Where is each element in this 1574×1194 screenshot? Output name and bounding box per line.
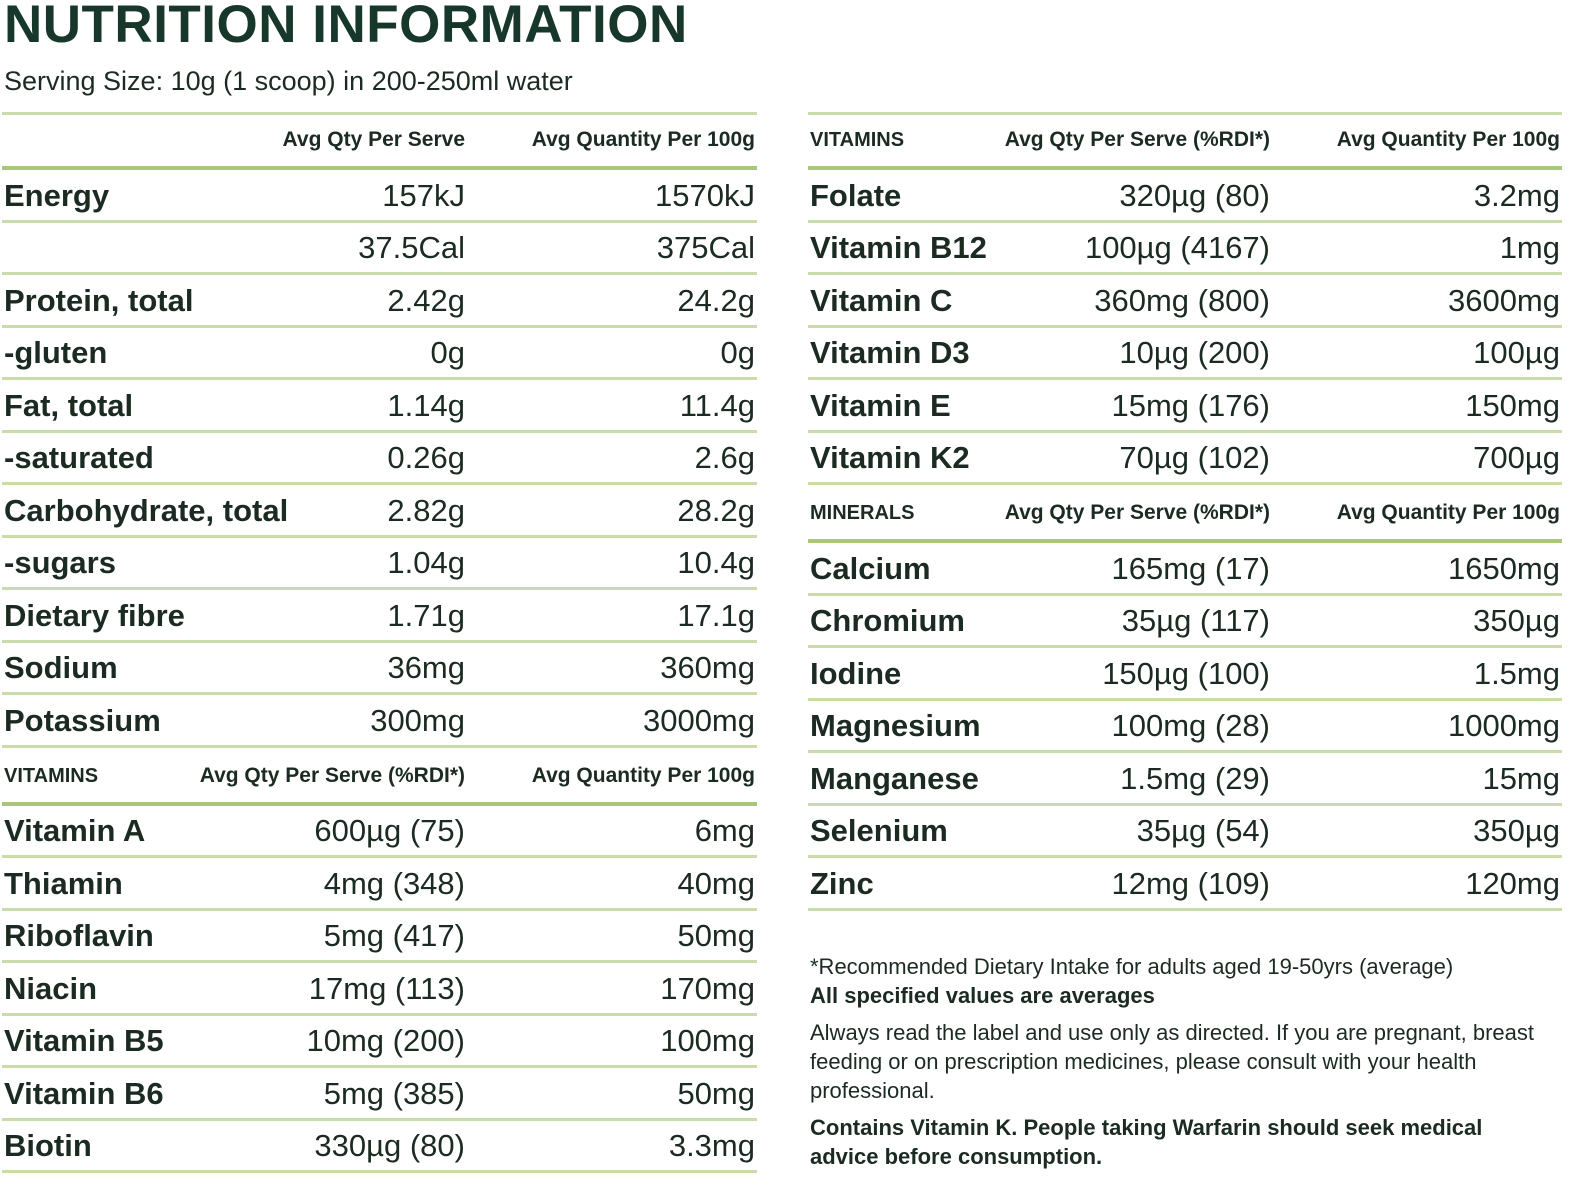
per-100g-value: 1650mg xyxy=(1447,550,1560,586)
header-per-serve: Avg Qty Per Serve (%RDI*) xyxy=(1004,501,1270,524)
table-row xyxy=(808,380,1562,433)
nutrient-name: Potassium xyxy=(4,702,161,738)
per-100g-value: 2.6g xyxy=(694,440,755,475)
per-serve-value: 5mg (417) xyxy=(323,918,465,953)
nutrient-name: Vitamin B12 xyxy=(810,230,987,265)
per-serve-value: 1.5mg (29) xyxy=(1120,760,1270,796)
per-serve-value: 17mg (113) xyxy=(308,970,465,1006)
page-title: NUTRITION INFORMATION xyxy=(4,0,688,54)
nutrient-name: Vitamin E xyxy=(810,387,951,423)
nutrient-name: -saturated xyxy=(4,440,154,475)
nutrient-name: Vitamin K2 xyxy=(810,440,970,475)
header-per-serve: Avg Qty Per Serve (%RDI*) xyxy=(1004,128,1270,151)
minerals-header xyxy=(808,485,1562,543)
per-100g-value: 350µg xyxy=(1473,813,1560,848)
per-serve-value: 100µg (4167) xyxy=(1084,230,1270,265)
per-100g-value: 100µg xyxy=(1473,335,1560,370)
per-100g-value: 50mg xyxy=(677,918,755,953)
per-100g-value: 1000mg xyxy=(1447,708,1560,743)
table-row xyxy=(2,380,757,433)
nutrition-rows xyxy=(2,170,757,748)
table-row xyxy=(808,858,1562,911)
footnotes xyxy=(810,952,1550,1171)
per-serve-value: 100mg (28) xyxy=(1111,708,1270,743)
table-row xyxy=(2,590,757,643)
per-100g-value: 1570kJ xyxy=(655,177,755,213)
header-per-100g: Avg Quantity Per 100g xyxy=(1336,501,1560,524)
table-row xyxy=(2,643,757,696)
table-row xyxy=(2,328,757,381)
per-serve-value: 37.5Cal xyxy=(358,230,465,265)
table-row xyxy=(808,806,1562,859)
table-row xyxy=(2,1016,757,1069)
nutrient-name: Vitamin A xyxy=(4,813,146,848)
header-per-100g: Avg Quantity Per 100g xyxy=(1336,128,1560,151)
per-100g-value: 15mg xyxy=(1482,760,1560,796)
per-serve-value: 165mg (17) xyxy=(1111,550,1270,586)
table-row xyxy=(2,538,757,591)
per-serve-value: 2.42g xyxy=(387,282,465,318)
nutrient-name: Niacin xyxy=(4,970,98,1006)
serving-size: Serving Size: 10g (1 scoop) in 200-250ml water xyxy=(4,66,573,96)
warning-note: Always read the label and use only as directed. If you are pregnant, breast feeding or on prescription medicines, please consult with your health professional. xyxy=(810,1020,1534,1103)
nutrient-name: -gluten xyxy=(4,335,108,370)
nutrient-name: Manganese xyxy=(810,760,979,796)
nutrient-name: Selenium xyxy=(810,813,948,848)
rdi-note: *Recommended Dietary Intake for adults aged 19-50yrs (average) xyxy=(810,954,1454,979)
nutrition-table-header xyxy=(2,112,757,170)
table-row xyxy=(2,695,757,748)
nutrient-name: Carbohydrate, total xyxy=(4,492,289,528)
per-serve-value: 10µg (200) xyxy=(1119,335,1270,370)
per-100g-value: 50mg xyxy=(677,1075,755,1111)
per-100g-value: 360mg xyxy=(660,650,755,685)
nutrient-name: Calcium xyxy=(810,550,931,586)
header-per-100g: Avg Quantity Per 100g xyxy=(531,763,755,787)
table-row xyxy=(808,543,1562,596)
per-serve-value: 300mg xyxy=(370,702,465,738)
nutrient-name: Vitamin C xyxy=(810,282,953,318)
vitamins-right-header xyxy=(808,112,1562,170)
section-label: VITAMINS xyxy=(4,764,99,787)
per-100g-value: 24.2g xyxy=(677,282,755,318)
table-row xyxy=(2,911,757,964)
table-row xyxy=(2,170,757,223)
nutrient-name: Fat, total xyxy=(4,387,134,423)
nutrient-name: Magnesium xyxy=(810,708,981,743)
per-100g-value: 6mg xyxy=(694,813,755,848)
nutrient-name: Sodium xyxy=(4,650,118,685)
nutrient-name: Zinc xyxy=(810,865,874,901)
header-per-100g: Avg Quantity Per 100g xyxy=(531,128,755,151)
nutrient-name: Iodine xyxy=(810,655,902,691)
per-serve-value: 36mg xyxy=(387,650,465,685)
per-serve-value: 35µg (54) xyxy=(1136,813,1270,848)
per-serve-value: 35µg (117) xyxy=(1121,603,1270,638)
vitamins-left-rows xyxy=(2,806,757,1174)
table-row xyxy=(2,433,757,486)
per-100g-value: 1mg xyxy=(1499,230,1560,265)
averages-note: All specified values are averages xyxy=(810,983,1155,1008)
nutrient-name: Riboflavin xyxy=(4,918,154,953)
table-row xyxy=(808,328,1562,381)
per-100g-value: 3.3mg xyxy=(668,1128,755,1163)
nutrient-name: Biotin xyxy=(4,1128,92,1163)
per-100g-value: 375Cal xyxy=(656,230,755,265)
table-row xyxy=(808,223,1562,276)
per-serve-value: 330µg (80) xyxy=(314,1128,465,1163)
table-row xyxy=(2,223,757,276)
per-serve-value: 15mg (176) xyxy=(1111,387,1270,423)
per-100g-value: 3000mg xyxy=(642,702,755,738)
nutrient-name: Chromium xyxy=(810,603,965,638)
per-100g-value: 1.5mg xyxy=(1473,655,1560,691)
per-100g-value: 11.4g xyxy=(679,387,755,423)
minerals-rows xyxy=(808,543,1562,911)
per-100g-value: 100mg xyxy=(660,1023,755,1058)
per-serve-value: 320µg (80) xyxy=(1119,177,1270,213)
per-100g-value: 350µg xyxy=(1473,603,1560,638)
per-100g-value: 3.2mg xyxy=(1473,177,1560,213)
table-row xyxy=(808,275,1562,328)
section-label: VITAMINS xyxy=(810,129,905,151)
per-100g-value: 28.2g xyxy=(677,492,755,528)
table-row xyxy=(808,433,1562,486)
per-serve-value: 12mg (109) xyxy=(1111,865,1270,901)
nutrient-name: Energy xyxy=(4,177,110,213)
per-100g-value: 120mg xyxy=(1465,865,1560,901)
per-100g-value: 170mg xyxy=(660,970,755,1006)
per-serve-value: 1.14g xyxy=(387,387,465,423)
nutrient-name: Dietary fibre xyxy=(4,597,185,633)
table-row xyxy=(2,275,757,328)
per-serve-value: 1.04g xyxy=(387,545,465,580)
right-column xyxy=(808,112,1562,911)
per-serve-value: 360mg (800) xyxy=(1094,282,1270,318)
table-row xyxy=(2,806,757,859)
table-row xyxy=(2,1068,757,1121)
nutrient-name: -sugars xyxy=(4,545,116,580)
per-serve-value: 600µg (75) xyxy=(314,813,465,848)
per-serve-value: 70µg (102) xyxy=(1119,440,1270,475)
table-row xyxy=(2,963,757,1016)
per-serve-value: 10mg (200) xyxy=(306,1023,465,1058)
table-row xyxy=(2,858,757,911)
nutrient-name: Vitamin B5 xyxy=(4,1023,164,1058)
per-serve-value: 4mg (348) xyxy=(323,865,465,901)
per-serve-value: 157kJ xyxy=(382,177,465,213)
per-100g-value: 17.1g xyxy=(677,597,755,633)
per-serve-value: 1.71g xyxy=(387,597,465,633)
per-100g-value: 700µg xyxy=(1473,440,1560,475)
nutrient-name: Vitamin D3 xyxy=(810,335,970,370)
nutrient-name: Folate xyxy=(810,177,902,213)
nutrient-name: Vitamin B6 xyxy=(4,1075,164,1111)
left-column xyxy=(2,112,757,1173)
per-100g-value: 0g xyxy=(720,335,755,370)
table-row xyxy=(2,485,757,538)
per-serve-value: 0.26g xyxy=(387,440,465,475)
table-row xyxy=(808,648,1562,701)
table-row xyxy=(808,596,1562,649)
table-row xyxy=(2,1121,757,1174)
table-row xyxy=(808,170,1562,223)
per-100g-value: 3600mg xyxy=(1447,282,1560,318)
section-label: MINERALS xyxy=(810,502,915,524)
table-row xyxy=(808,753,1562,806)
per-serve-value: 2.82g xyxy=(387,492,465,528)
per-serve-value: 0g xyxy=(430,335,465,370)
per-100g-value: 10.4g xyxy=(677,545,755,580)
header-per-serve: Avg Qty Per Serve (%RDI*) xyxy=(199,763,465,787)
vitamins-left-header xyxy=(2,748,757,806)
table-row xyxy=(808,701,1562,754)
per-100g-value: 150mg xyxy=(1465,387,1560,423)
per-serve-value: 5mg (385) xyxy=(323,1075,465,1111)
per-100g-value: 40mg xyxy=(677,865,755,901)
per-serve-value: 150µg (100) xyxy=(1102,655,1270,691)
nutrient-name: Protein, total xyxy=(4,282,194,318)
vitamin-k-note: Contains Vitamin K. People taking Warfarin should seek medical advice before consumption. xyxy=(810,1115,1483,1169)
header-per-serve: Avg Qty Per Serve xyxy=(282,128,465,151)
vitamins-right-rows xyxy=(808,170,1562,485)
nutrient-name: Thiamin xyxy=(4,865,123,901)
